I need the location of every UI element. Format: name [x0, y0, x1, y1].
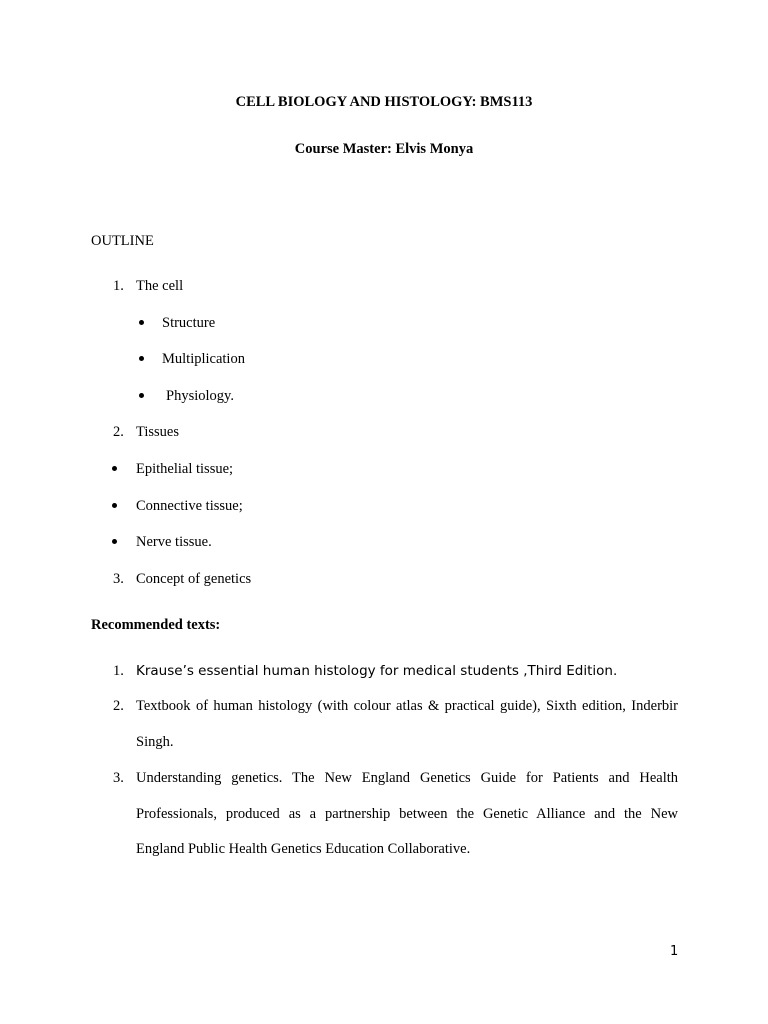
subitem-connective: Connective tissue;: [136, 498, 243, 514]
recommended-text-3-line-3: England Public Health Genetics Education Collaborative.: [136, 841, 471, 857]
recommended-item-marker: 1.: [113, 663, 124, 679]
recommended-text-2-line-1: Textbook of human histology (with colour atlas & practical guide), Sixth edition, Inderbir: [136, 698, 678, 714]
subitem-structure: Structure: [162, 315, 216, 331]
bullet-icon: [139, 356, 144, 361]
outline-item-the-cell: The cell: [136, 278, 184, 294]
subitem-epithelial: Epithelial tissue;: [136, 461, 234, 477]
recommended-item-marker: 3.: [113, 770, 124, 786]
recommended-text-3-line-1: Understanding genetics. The New England Genetics Guide for Patients and Health: [136, 770, 678, 786]
subitem-nerve: Nerve tissue.: [136, 534, 212, 550]
outline-item-marker: 3.: [113, 571, 124, 587]
bullet-icon: [112, 466, 117, 471]
subitem-multiplication: Multiplication: [162, 351, 245, 367]
outline-item-marker: 2.: [113, 424, 124, 440]
recommended-text-2-line-2: Singh.: [136, 734, 174, 750]
outline-item-genetics: Concept of genetics: [136, 571, 252, 587]
bullet-icon: [139, 393, 144, 398]
document-title: CELL BIOLOGY AND HISTOLOGY: BMS113: [235, 94, 533, 110]
outline-heading: OUTLINE: [91, 233, 154, 249]
bullet-icon: [112, 503, 117, 508]
page-number: 1: [670, 944, 679, 959]
course-master: Course Master: Elvis Monya: [294, 141, 474, 157]
outline-item-tissues: Tissues: [136, 424, 179, 440]
bullet-icon: [112, 539, 117, 544]
recommended-heading: Recommended texts:: [91, 617, 221, 633]
recommended-text-3-line-2: Professionals, produced as a partnership between the Genetic Alliance and the New: [136, 806, 678, 822]
recommended-text-1: [136, 662, 617, 680]
recommended-text-1-title: Krause’s essential human histology for medical students ,Third Edition.: [136, 663, 618, 679]
outline-item-marker: 1.: [113, 278, 124, 294]
bullet-icon: [139, 320, 144, 325]
recommended-item-marker: 2.: [113, 698, 124, 714]
subitem-physiology: Physiology.: [166, 388, 234, 404]
